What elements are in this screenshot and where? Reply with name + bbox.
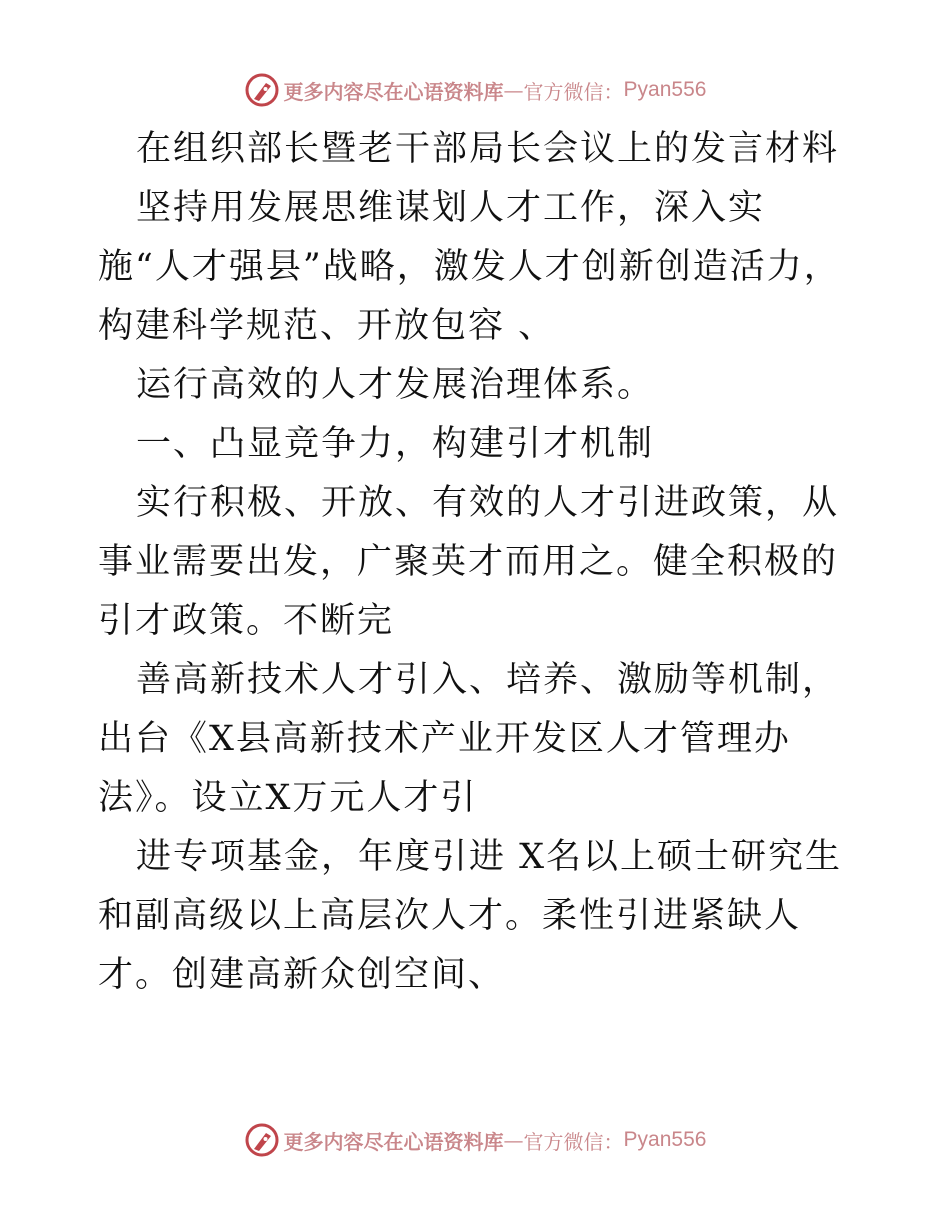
pen-nib-circle-icon [244,72,280,108]
watermark-text: 更多内容尽在心语资料库 [283,79,504,104]
header-watermark [0,68,950,112]
document-title: 在组织部长暨老干部局长会议上的发言材料 [136,129,840,169]
paragraph-3: 实行积极、开放、有效的人才引进政策，从事业需要出发，广聚英才而用之。健全积极的引才政策。不断完 [98,483,840,641]
watermark-account-id: Pyan556 [623,78,707,101]
watermark-separator: — [503,78,524,102]
pen-nib-circle-icon [244,1122,280,1158]
document-body [98,120,858,1005]
watermark-account-id: Pyan556 [623,1128,707,1151]
section-heading-1: 一、凸显竞争力，构建引才机制 [136,424,655,464]
watermark-account-label: 官方微信： [523,1129,624,1154]
watermark-text: 更多内容尽在心语资料库 [283,1129,504,1154]
paragraph-2: 运行高效的人才发展治理体系。 [136,365,655,405]
watermark-account-label: 官方微信： [523,79,624,104]
paragraph-5: 进专项基金，年度引进 X名以上硕士研究生和副高级以上高层次人才。柔性引进紧缺人才。创建高新众创空间、 [98,837,843,995]
paragraph-1: 坚持用发展思维谋划人才工作，深入实施“人才强县”战略，激发人才创新创造活力，构建科学规范、开放包容 、 [98,188,841,346]
paragraph-4: 善高新技术人才引入、培养、激励等机制，出台《X县高新技术产业开发区人才管理办法》。设立X万元人才引 [98,660,840,818]
watermark-separator: — [503,1128,524,1152]
footer-watermark [0,1118,950,1162]
